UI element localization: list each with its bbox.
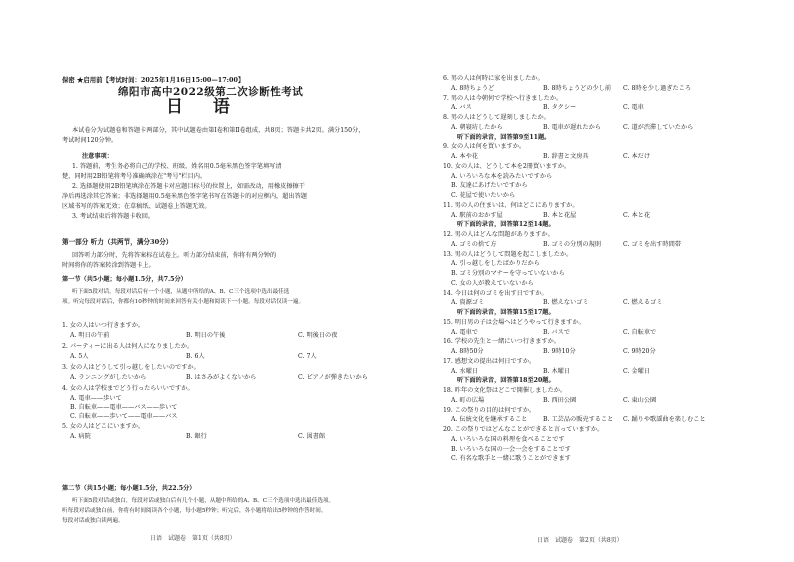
option-line: C. 女の人が教えていないから bbox=[451, 279, 534, 287]
right-page bbox=[397, 0, 794, 562]
option-line: C. 花屋で使いたいから bbox=[451, 192, 516, 199]
option-c: C. 自転車——歩いて——電車——バス bbox=[70, 413, 178, 420]
notice-line: 楚，同时用2B铅笔将考号准确填涂在"考号"栏目内。 bbox=[62, 173, 207, 180]
confidential-line: 保密 ★启用前【考试时间：2025年1月16日15:00—17:00】 bbox=[62, 76, 245, 84]
section1-line: 项。听完每段对话后，你都有10秒钟的时间来回答有关小题和阅读下一小题。每段对话仅读一遍。 bbox=[62, 299, 305, 305]
question-stem: 15. 明日男の子は会場へはどうやって行きますか。 bbox=[443, 318, 585, 326]
question-stem: 2. パーティーに出る人は何人になりましたか。 bbox=[62, 343, 194, 350]
option-c: C. 東山公園 bbox=[623, 396, 657, 404]
option-b: B. はさみがよくないから bbox=[186, 374, 257, 381]
right-footer: 日语 试题卷 第2页（共8页） bbox=[537, 537, 623, 544]
option-a: A. バス bbox=[451, 104, 472, 112]
question-stem: 4. 女の人は学校までどう行ったらいいですか。 bbox=[62, 385, 194, 392]
audio-note: 听下面的录音，回答第9至11题。 bbox=[457, 133, 551, 141]
option-c: C. 踊りや歌謡曲を楽しむこと bbox=[623, 416, 706, 424]
option-c: C. 図書館 bbox=[298, 433, 326, 440]
option-line: A. いろいろな国の料理を食べることです bbox=[451, 435, 565, 443]
option-b: B. タクシー bbox=[543, 104, 577, 112]
option-c: C. 8時を少し過ぎたころ bbox=[623, 84, 692, 92]
option-a: A. 明日の午前 bbox=[70, 332, 110, 339]
subject-title: 日 语 bbox=[166, 97, 242, 117]
notice-line: 净后再选涂其它答案；非选择题用0.5毫米黑色签字笔书写在答题卡的对应框内，超出答题 bbox=[62, 193, 307, 200]
option-b: B. 木曜日 bbox=[543, 367, 571, 375]
option-b: B. 自転車——電車——バス——歩いて bbox=[70, 404, 178, 411]
option-line: A. いろいろな本を読みたいですから bbox=[451, 172, 553, 180]
option-c: C. ピアノが弾きたいから bbox=[298, 374, 368, 381]
option-a: A. 伝統文化を継承すること bbox=[451, 416, 528, 424]
option-b: B. ゴミの分別の規則 bbox=[543, 240, 601, 248]
option-b: B. 6人 bbox=[186, 353, 205, 360]
intro-line: 考试时间120分钟。 bbox=[62, 137, 118, 144]
option-a: A. ランニングがしたいから bbox=[70, 374, 147, 381]
option-a: A. 8時50分 bbox=[451, 348, 484, 355]
question-stem: 19. この祭りの目的は何ですか。 bbox=[443, 406, 536, 414]
option-a: A. 電車で bbox=[451, 328, 478, 336]
option-c: C. 電車 bbox=[623, 104, 644, 112]
option-line: B. いろいろな国の一会一会をすることです bbox=[451, 445, 571, 453]
option-a: A. 8時ちょうど bbox=[451, 84, 495, 92]
question-stem: 18. 昨年の文化祭はどこで開催しましたか。 bbox=[443, 387, 567, 394]
question-stem: 17. 感想文の提出は何日ですか。 bbox=[443, 357, 536, 365]
question-stem: 8. 男の人はどうして遅刻しましたか。 bbox=[443, 114, 550, 121]
question-stem: 1. 女の人はいつ行きますか。 bbox=[62, 322, 145, 329]
audio-note: 听下面的录音，回答第12至14题。 bbox=[457, 221, 555, 229]
part1-title: 第一部分 听力（共两节，满分30分） bbox=[62, 238, 173, 246]
question-stem: 20. この祭りではどんなことができると言っていますか。 bbox=[443, 426, 604, 433]
exam-title: 绵阳市高中2022级第二次诊断性考试 bbox=[118, 86, 304, 98]
option-c: C. ゴミを出す時間帯 bbox=[623, 240, 681, 248]
option-line: A. 引っ越しをしたばかりだから bbox=[451, 260, 540, 268]
option-a: A. 病院 bbox=[70, 433, 91, 440]
option-a: A. 駅前のおかす屋 bbox=[451, 211, 503, 219]
option-line: C. 有名な歌手と一緒に歌うことができます bbox=[451, 455, 571, 463]
option-b: B. 電車が遅れたから bbox=[543, 123, 601, 131]
part1-line: 回答听力部分时，先将答案标在试卷上。听力部分结束前，你将有两分钟的 bbox=[72, 252, 277, 259]
option-a: A. 水曜日 bbox=[451, 367, 478, 375]
option-b: B. 8時ちょうどの少し前 bbox=[543, 84, 612, 92]
question-stem: 14. 今日は何のゴミを出す日ですか。 bbox=[443, 289, 548, 297]
notice-line: 1. 答题前，考生务必将自己的学校、班级、姓名用0.5毫米黑色签字笔填写清 bbox=[72, 163, 282, 170]
audio-note: 听下面的录音，回答第18至20题。 bbox=[457, 377, 555, 385]
question-stem: 7. 男の人は今朝何で学校へ行きましたか。 bbox=[443, 94, 563, 102]
option-b: B. 本と花屋 bbox=[543, 211, 577, 219]
section2-line: 听下面5段对话或独白，每段对话或独白后有几个小题，从题中所给的A、B、C三个选项中选出最佳选项。 bbox=[72, 498, 335, 504]
notice-line: 区域书写的答案无效；在草稿纸、试题卷上答题无效。 bbox=[62, 203, 211, 210]
section1-title: 第一节（共5小题；每小题1.5分，共7.5分） bbox=[62, 276, 187, 283]
option-a: A. 本や花 bbox=[451, 153, 478, 160]
option-c: C. 金曜日 bbox=[623, 367, 651, 375]
option-b: B. 西田公園 bbox=[543, 396, 577, 404]
option-c: C. 自転車で bbox=[623, 328, 657, 336]
question-stem: 13. 男の人はどうして問題を起こしましたか。 bbox=[443, 250, 573, 258]
option-a: A. 朝寝坊したから bbox=[451, 123, 503, 131]
part1-line: 时间将你的答案转涂到答题卡上。 bbox=[62, 262, 155, 269]
option-b: B. 明日の午後 bbox=[186, 332, 226, 339]
option-c: C. 本と花 bbox=[623, 211, 651, 219]
option-b: B. 辞書と文房具 bbox=[543, 153, 589, 160]
option-c: C. 9時20分 bbox=[623, 348, 656, 355]
section1-line: 听下面5段对话，每段对话后有一个小题，从题中所给的A、B、C三个选项中选出最佳选 bbox=[72, 289, 290, 295]
option-a: A. 資源ゴミ bbox=[451, 299, 485, 307]
left-footer: 日语 试题卷 第1页（共8页） bbox=[150, 535, 236, 542]
audio-note: 听下面的录音，回答第15至17题。 bbox=[457, 309, 555, 316]
question-stem: 3. 女の人はどうして引っ越しをしたいのですか。 bbox=[62, 364, 200, 371]
intro-line: 本试卷分为试题卷和答题卡两部分，其中试题卷由第Ⅰ卷和第Ⅱ卷组成，共8页；答题卡共2页。满分150分， bbox=[72, 127, 365, 134]
option-line: B. ゴミ分別のマナーを守っていないから bbox=[451, 270, 565, 277]
option-c: C. 道が渋滞していたから bbox=[623, 123, 694, 131]
question-stem: 11. 男の人の住まいは、何はどこにありますか。 bbox=[443, 201, 579, 209]
section2-title: 第二节（共15小题；每小题1.5分，共22.5分） bbox=[62, 485, 196, 492]
section2-line: 听每段对话或独白前，你将有时间阅读各个小题，每小题5秒钟；听完后，各小题将给出5秒钟的作答时间。 bbox=[62, 508, 327, 514]
question-stem: 6. 男の人は何時に家を出ましたか。 bbox=[443, 75, 544, 82]
option-b: B. 銀行 bbox=[186, 433, 207, 440]
option-a: A. 5人 bbox=[70, 353, 89, 360]
option-b: B. 9時10分 bbox=[543, 348, 576, 355]
option-c: C. 7人 bbox=[298, 353, 317, 360]
notice-line: 3. 考试结束后将答题卡收回。 bbox=[72, 213, 155, 220]
notice-title: 注意事项： bbox=[82, 153, 113, 160]
option-a: A. 電車——歩いて bbox=[70, 395, 122, 402]
question-stem: 5. 女の人はどこにいますか。 bbox=[62, 423, 145, 430]
question-stem: 9. 女の人は何を買いますか。 bbox=[443, 143, 526, 151]
section2-line: 每段对话或独白读两遍。 bbox=[62, 518, 124, 524]
option-a: A. ゴミの捨て方 bbox=[451, 240, 497, 248]
option-b: B. バスで bbox=[543, 328, 571, 336]
option-b: B. 工芸品の販売すること bbox=[543, 416, 614, 424]
notice-line: 2. 选择题使用2B铅笔填涂在答题卡对应题目标号的位置上，如需改动，用橡皮擦擦干 bbox=[72, 183, 305, 190]
question-stem: 12. 男の人はどんな問題がありますか。 bbox=[443, 231, 554, 238]
option-c: C. 明後日の夜 bbox=[298, 332, 338, 339]
option-line: B. 友達にあげたいですから bbox=[451, 182, 528, 190]
option-a: A. 町の広場 bbox=[451, 396, 485, 404]
option-c: C. 本だけ bbox=[623, 153, 651, 160]
question-stem: 16. 学校の先生と一緒にいつ行きますか。 bbox=[443, 338, 560, 346]
option-c: C. 燃えるゴミ bbox=[623, 299, 663, 307]
option-b: B. 燃えないゴミ bbox=[543, 299, 589, 307]
question-stem: 10. 女の人は、どうして本を2冊買いますか。 bbox=[443, 162, 571, 170]
